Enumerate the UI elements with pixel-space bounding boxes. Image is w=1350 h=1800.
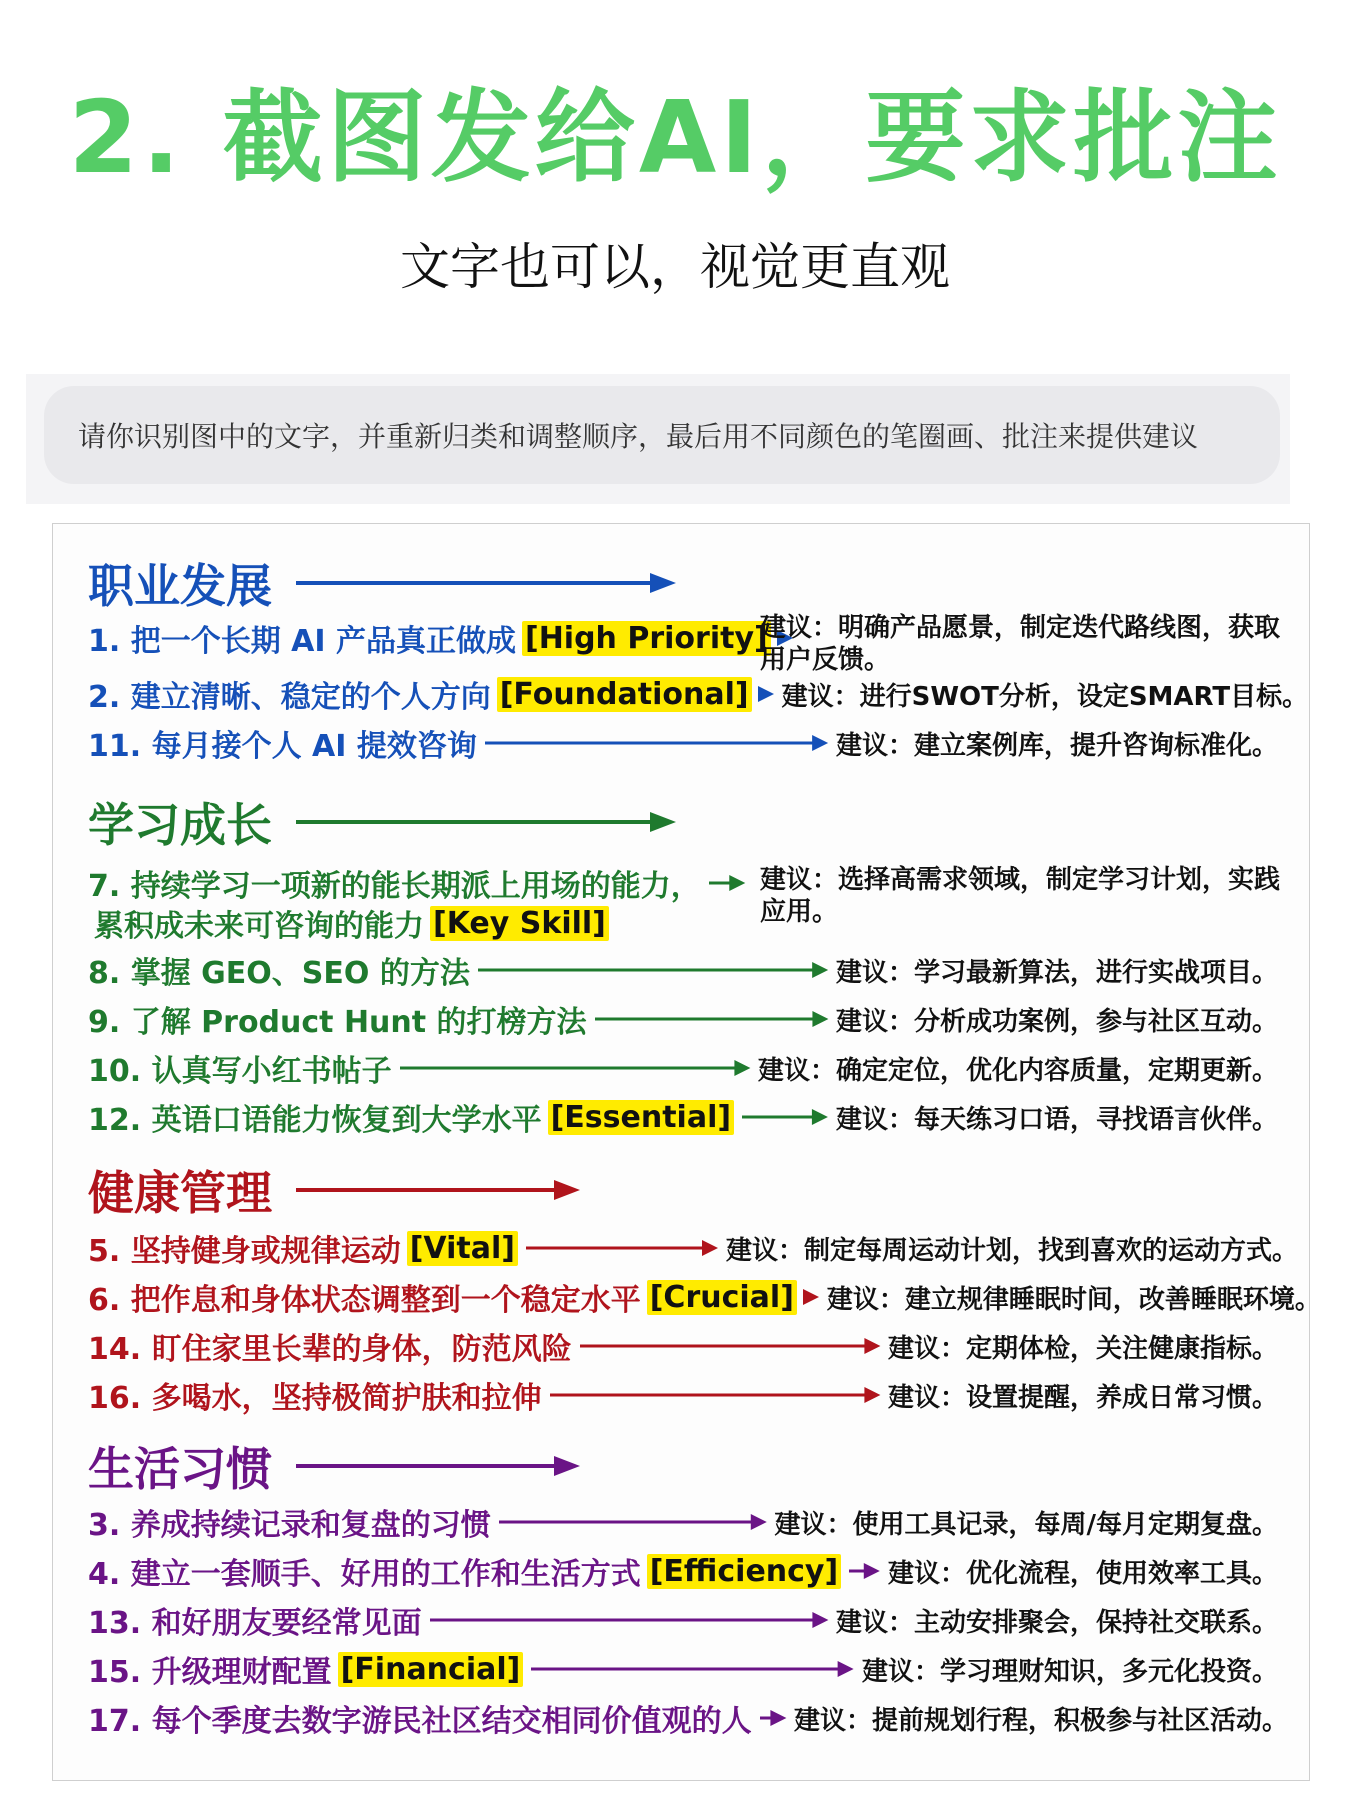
suggestion-text: 建议：使用工具记录，每周/每月定期复盘。 — [774, 1509, 1278, 1540]
priority-tag: [High Priority] — [522, 621, 771, 656]
page-title: 2. 截图发给AI，要求批注 — [68, 79, 1282, 196]
list-item-continuation — [94, 902, 609, 944]
category-arrow-icon — [296, 1454, 580, 1478]
suggestion-text: 建议：选择高需求领域，制定学习计划，实践应用。 — [760, 865, 1281, 927]
connector-arrow-icon — [499, 1511, 767, 1533]
list-item-text: 16. 多喝水，坚持极简护肤和拉伸 — [88, 1381, 542, 1416]
suggestion-text: 建议：制定每周运动计划，找到喜欢的运动方式。 — [725, 1235, 1298, 1266]
connector-arrow-icon — [580, 1335, 880, 1357]
list-item-text: 8. 掌握 GEO、SEO 的方法 — [88, 956, 470, 991]
category-heading-lifestyle — [88, 1436, 580, 1496]
list-item-text: 累积成未来可咨询的能力 — [94, 909, 424, 944]
suggestion-text: 建议：优化流程，使用效率工具。 — [887, 1558, 1278, 1589]
list-item — [88, 1225, 1298, 1271]
suggestion-text: 建议：设置提醒，养成日常习惯。 — [887, 1382, 1278, 1413]
list-item — [88, 1597, 1278, 1643]
suggestion-text: 建议：确定定位，优化内容质量，定期更新。 — [757, 1055, 1278, 1086]
list-item-text: 11. 每月接个人 AI 提效咨询 — [88, 729, 477, 764]
list-item-text: 7. 持续学习一项新的能长期派上用场的能力， — [88, 869, 701, 904]
suggestion-text: 建议：明确产品愿景，制定迭代路线图，获取用户反馈。 — [760, 613, 1281, 675]
suggestion-text: 建议：分析成功案例，参与社区互动。 — [835, 1006, 1278, 1037]
list-item — [88, 1695, 1288, 1741]
category-arrow-icon — [296, 571, 676, 595]
suggestion-text: 建议：学习理财知识，多元化投资。 — [861, 1656, 1278, 1687]
connector-arrow-icon — [760, 1707, 786, 1729]
list-item-text: 13. 和好朋友要经常见面 — [88, 1606, 422, 1641]
category-title: 职业发展 — [88, 559, 272, 613]
list-item-text: 15. 升级理财配置 — [88, 1655, 332, 1690]
suggestion-text: 建议：建立案例库，提升咨询标准化。 — [835, 730, 1278, 761]
list-item — [88, 1548, 1278, 1594]
connector-arrow-icon — [849, 1560, 880, 1582]
priority-tag: [Essential] — [548, 1100, 734, 1135]
list-item — [88, 671, 1309, 717]
category-arrow-icon — [296, 810, 676, 834]
category-title: 健康管理 — [88, 1166, 272, 1220]
list-item — [88, 996, 1278, 1042]
connector-arrow-icon — [550, 1384, 880, 1406]
list-item-text: 17. 每个季度去数字游民社区结交相同价值观的人 — [88, 1704, 752, 1739]
list-item-text: 9. 了解 Product Hunt 的打榜方法 — [88, 1005, 587, 1040]
list-item — [88, 1323, 1278, 1369]
category-heading-learning — [88, 792, 676, 852]
suggestion-text: 建议：进行SWOT分析，设定SMART目标。 — [781, 681, 1309, 712]
page-subtitle: 文字也可以，视觉更直观 — [400, 238, 950, 296]
suggestion-text: 建议：主动安排聚会，保持社交联系。 — [835, 1607, 1278, 1638]
list-item-text: 1. 把一个长期 AI 产品真正做成 — [88, 624, 516, 659]
connector-arrow-icon — [595, 1008, 828, 1030]
chat-prompt-text: 请你识别图中的文字，并重新归类和调整顺序，最后用不同颜色的笔圈画、批注来提供建议 — [78, 420, 1199, 453]
category-arrow-icon — [296, 1178, 580, 1202]
priority-tag: [Financial] — [338, 1652, 524, 1687]
list-item — [88, 1646, 1278, 1692]
suggestion-text: 建议：学习最新算法，进行实战项目。 — [835, 957, 1278, 988]
priority-tag: [Vital] — [407, 1231, 518, 1266]
category-title: 学习成长 — [88, 798, 272, 852]
priority-tag: [Foundational] — [497, 677, 752, 712]
connector-arrow-icon — [709, 872, 745, 894]
list-item — [88, 720, 1278, 766]
list-item-text: 14. 盯住家里长辈的身体，防范风险 — [88, 1332, 572, 1367]
connector-arrow-icon — [400, 1057, 750, 1079]
list-item — [88, 947, 1278, 993]
list-item-text: 3. 养成持续记录和复盘的习惯 — [88, 1508, 491, 1543]
list-item — [88, 1372, 1278, 1418]
category-title: 生活习惯 — [88, 1442, 272, 1496]
priority-tag: [Key Skill] — [430, 906, 609, 941]
connector-arrow-icon — [526, 1237, 718, 1259]
suggestion-text: 建议：建立规律睡眠时间，改善睡眠环境。 — [826, 1284, 1321, 1315]
list-item-text: 6. 把作息和身体状态调整到一个稳定水平 — [88, 1283, 641, 1318]
suggestion-text: 建议：提前规划行程，积极参与社区活动。 — [793, 1705, 1288, 1736]
connector-arrow-icon — [531, 1658, 854, 1680]
list-item-text: 10. 认真写小红书帖子 — [88, 1054, 392, 1089]
priority-tag: [Efficiency] — [647, 1554, 841, 1589]
list-item — [88, 1499, 1278, 1545]
suggestion-text: 建议：定期体检，关注健康指标。 — [887, 1333, 1278, 1364]
connector-arrow-icon — [760, 683, 774, 705]
list-item — [88, 615, 768, 661]
connector-arrow-icon — [430, 1609, 828, 1631]
chat-prompt-bubble — [44, 386, 1280, 484]
list-item — [88, 1274, 1321, 1320]
category-heading-career — [88, 553, 676, 613]
suggestion-text: 建议：每天练习口语，寻找语言伙伴。 — [835, 1104, 1278, 1135]
category-heading-health — [88, 1160, 580, 1220]
list-item-text: 4. 建立一套顺手、好用的工作和生活方式 — [88, 1557, 641, 1592]
list-item — [88, 1094, 1278, 1140]
list-item-text: 5. 坚持健身或规律运动 — [88, 1234, 401, 1269]
list-item — [88, 860, 753, 906]
list-item-text: 12. 英语口语能力恢复到大学水平 — [88, 1103, 542, 1138]
priority-tag: [Crucial] — [647, 1280, 797, 1315]
connector-arrow-icon — [742, 1106, 828, 1128]
connector-arrow-icon — [805, 1286, 819, 1308]
list-item — [88, 1045, 1278, 1091]
connector-arrow-icon — [478, 959, 828, 981]
connector-arrow-icon — [485, 732, 828, 754]
list-item-text: 2. 建立清晰、稳定的个人方向 — [88, 680, 491, 715]
